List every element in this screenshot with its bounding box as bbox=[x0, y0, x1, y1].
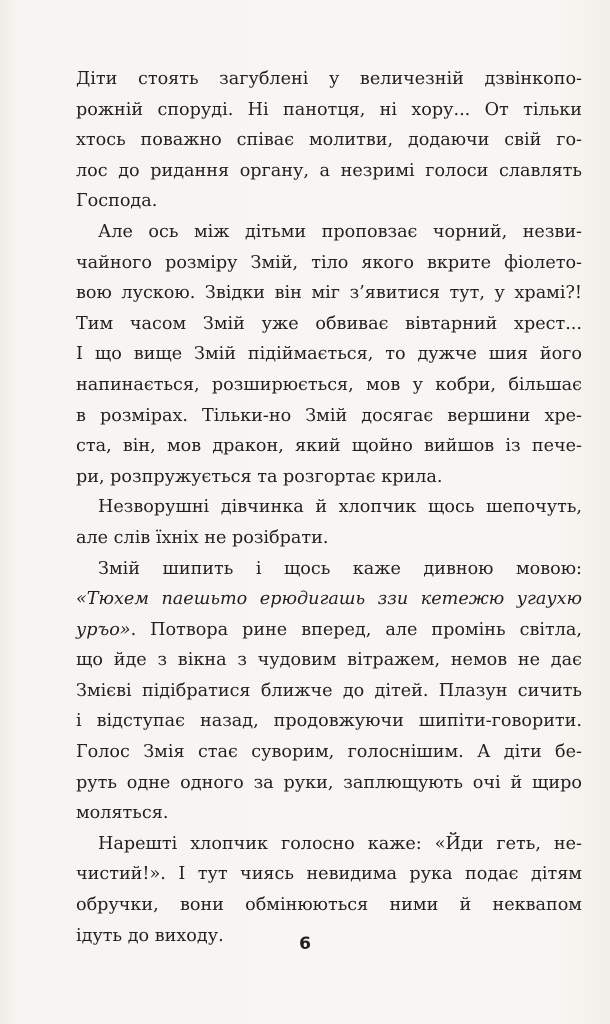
text-line: але слів їхніх не розібрати. bbox=[76, 527, 329, 548]
text-line: хтось поважно співає молитви, додаючи свій го- bbox=[76, 130, 582, 151]
text-line: лос до ридання органу, а незримі голоси славлять bbox=[76, 160, 582, 181]
text-line: Нарешті хлопчик голосно каже: «Йди геть, не- bbox=[98, 833, 582, 854]
text-line: напинається, розширюється, мов у кобри, більшає bbox=[76, 374, 582, 395]
paragraph-5 bbox=[76, 829, 582, 951]
text-line: ри, розпружується та розгортає крила. bbox=[76, 466, 443, 487]
paragraph-4 bbox=[76, 554, 582, 829]
text-line: ста, він, мов дракон, який щойно вийшов із пече- bbox=[76, 436, 582, 457]
text-line: Голос Змія стає суворим, голоснішим. А діти бе- bbox=[76, 742, 582, 763]
text-line: руть одне одного за руки, заплющують очі й щиро bbox=[76, 772, 582, 793]
text-line: обручки, вони обмінюються ними й неквапом bbox=[76, 895, 582, 916]
text-line: і відступає назад, продовжуючи шипіти-говорити. bbox=[76, 711, 582, 732]
text-line: Господа. bbox=[76, 191, 158, 212]
text-line: ідуть до виходу. bbox=[76, 925, 224, 946]
text-line: Змієві підібратися ближче до дітей. Плазун сичить bbox=[76, 680, 582, 701]
paragraph-2 bbox=[76, 217, 582, 492]
text-line: рожній споруді. Ні панотця, ні хору... От тільки bbox=[76, 99, 582, 120]
paragraph-1 bbox=[76, 64, 582, 217]
text-line: Але ось між дітьми проповзає чорний, незви- bbox=[98, 221, 582, 242]
text-line: моляться. bbox=[76, 803, 169, 824]
page-body-text bbox=[76, 64, 582, 951]
text-line: в розмірах. Тільки-но Змій досягає вершини хре- bbox=[76, 405, 582, 426]
text-line: вою лускою. Звідки він міг з’явитися тут, у храмі?! bbox=[76, 283, 582, 304]
text-line: І що вище Змій підіймається, то дужче шия його bbox=[76, 344, 582, 365]
page-number: 6 bbox=[299, 934, 311, 954]
text-line: чистий!». І тут чиясь невидима рука подає дітям bbox=[76, 864, 582, 885]
text-fragment: . Потвора рине вперед, але промінь світла, bbox=[130, 619, 582, 640]
paragraph-3 bbox=[76, 492, 582, 553]
serpent-speech-end: уръо» bbox=[76, 619, 131, 640]
text-line: чайного розміру Змій, тіло якого вкрите фіолето- bbox=[76, 252, 582, 273]
text-line: Тим часом Змій уже обвиває вівтарний хрест... bbox=[76, 313, 582, 334]
text-line: Незворушні дівчинка й хлопчик щось шепочуть, bbox=[98, 497, 582, 518]
text-line: Діти стоять загублені у величезній дзвінкопо- bbox=[76, 69, 582, 89]
serpent-speech: «Тюхем паешьто ерюдигашь ззи кетежю угаухю bbox=[76, 589, 582, 610]
text-line: що йде з вікна з чудовим вітражем, немов не дає bbox=[76, 650, 582, 671]
text-line-italic bbox=[76, 584, 582, 615]
text-line: Змій шипить і щось каже дивною мовою: bbox=[98, 558, 582, 579]
text-line bbox=[76, 615, 582, 646]
